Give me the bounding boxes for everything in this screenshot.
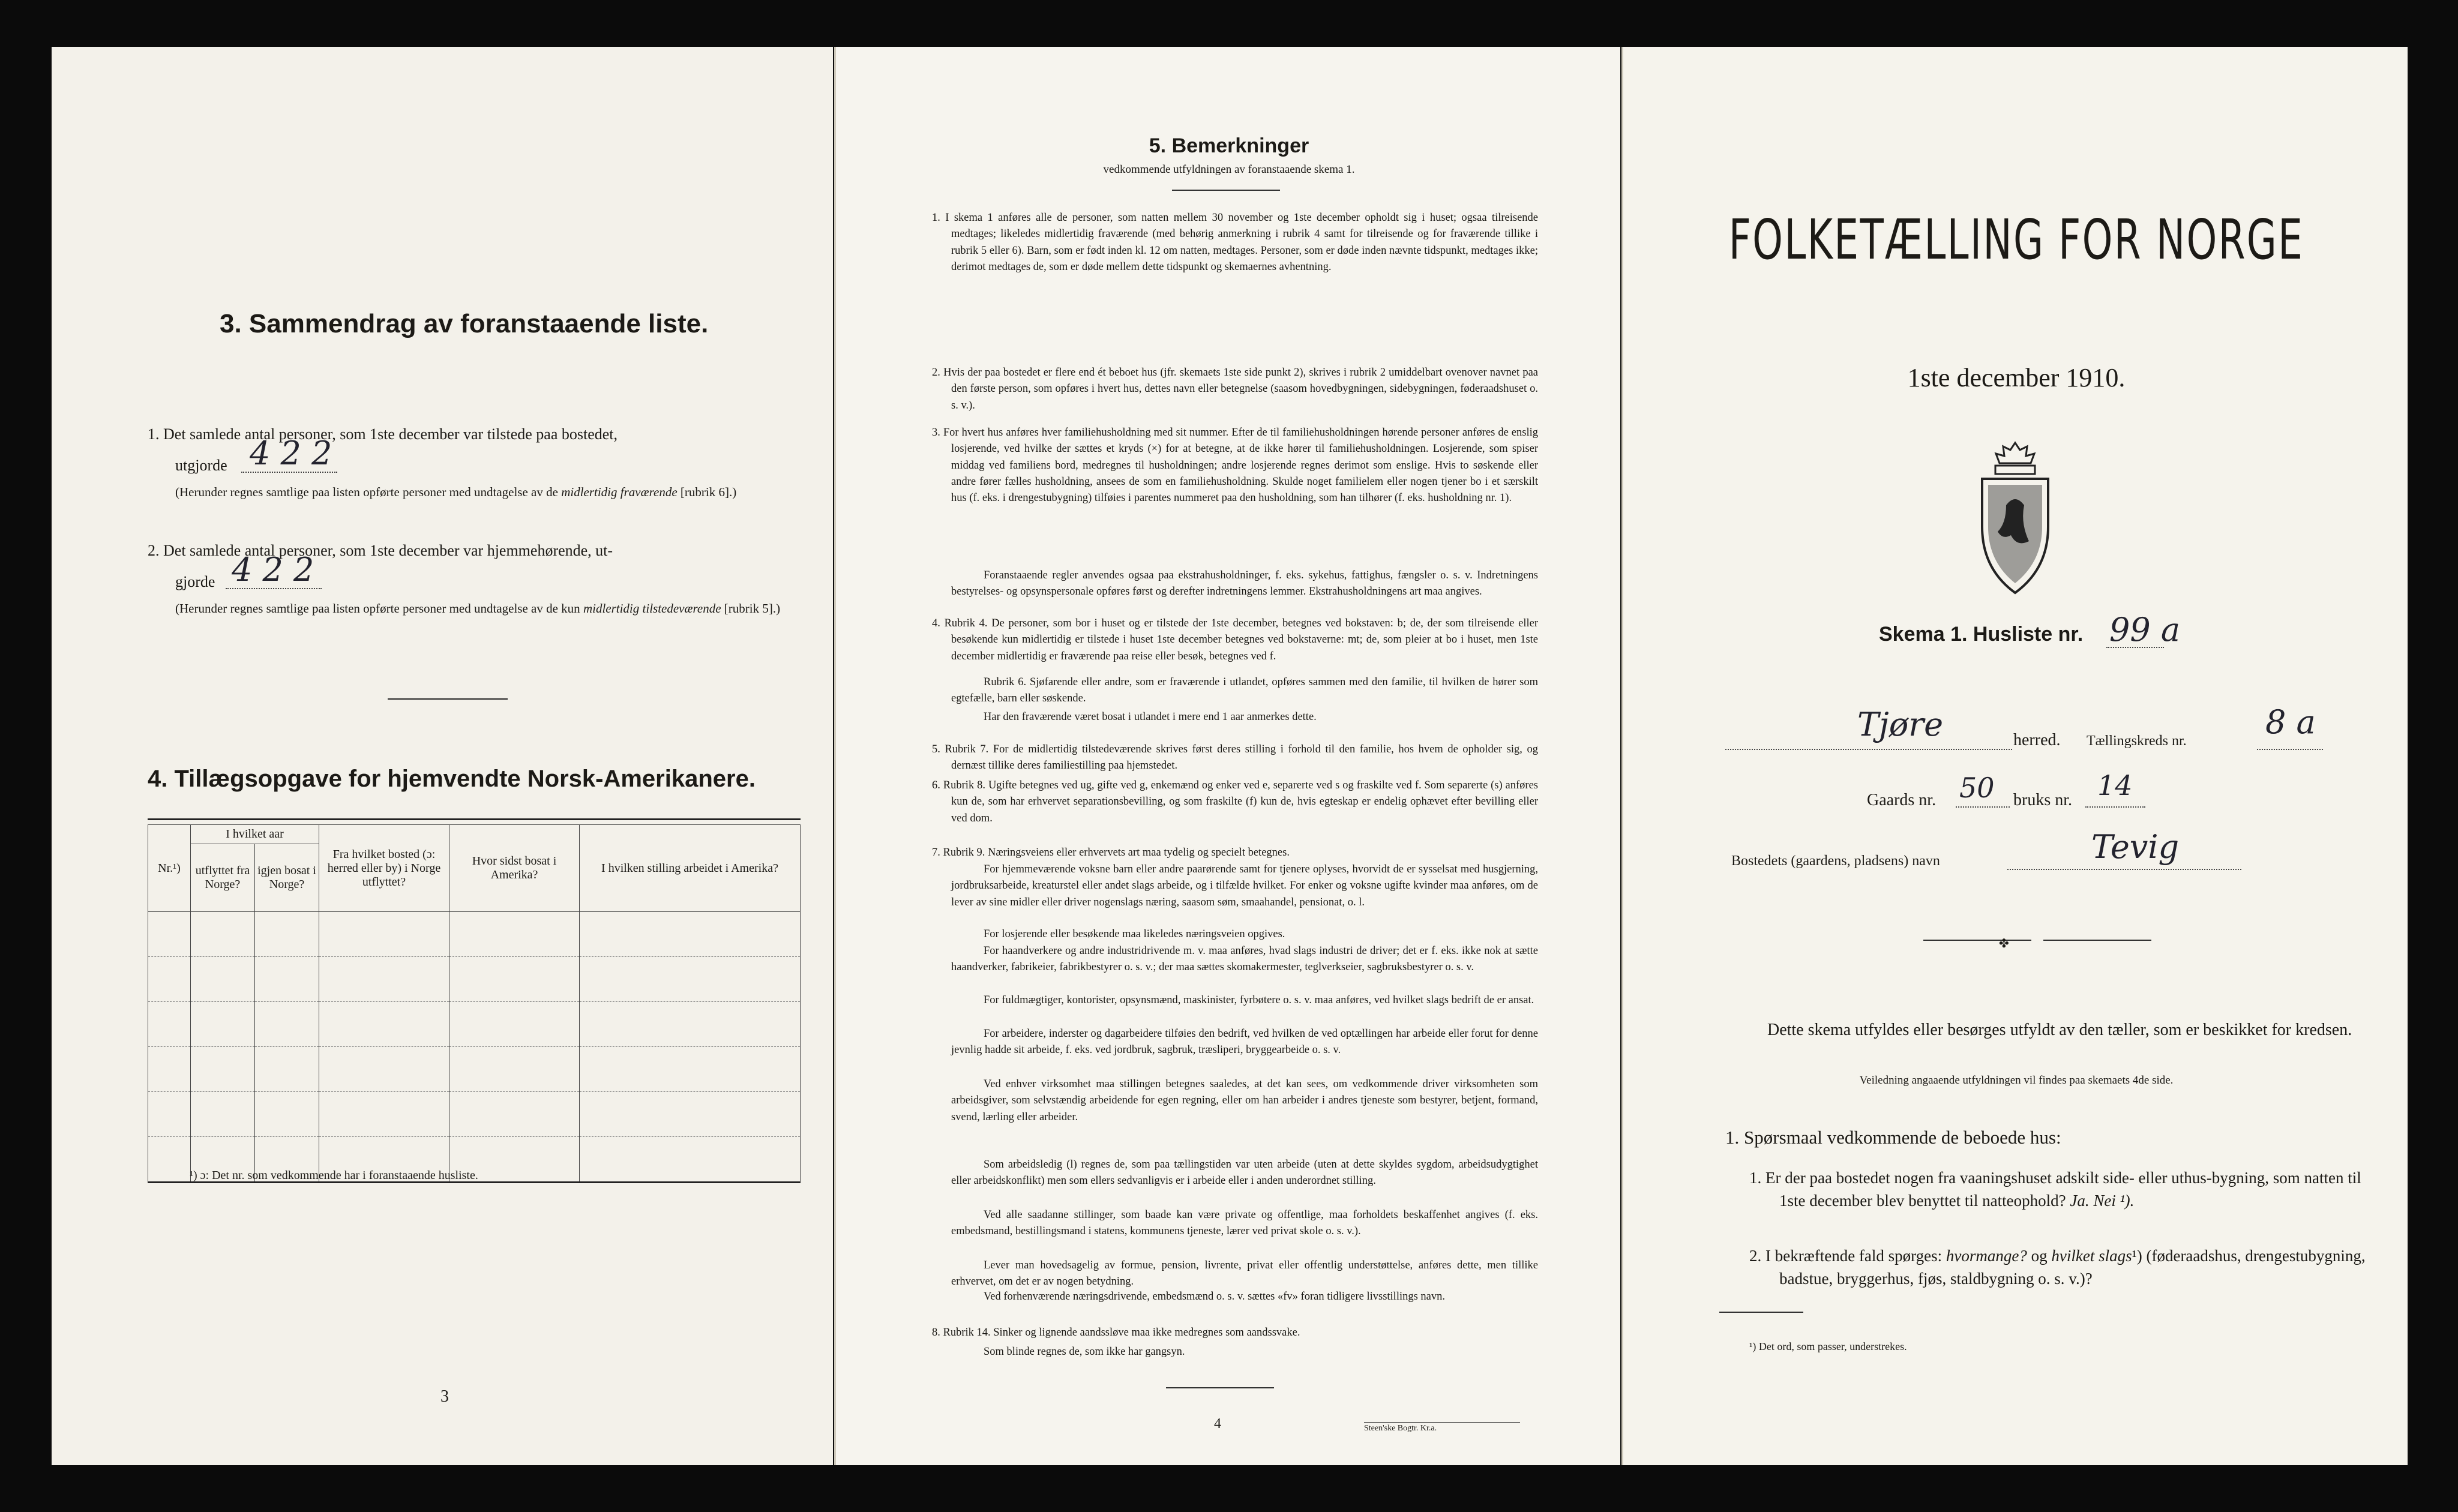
remark-paragraph: For fuldmægtiger, kontorister, opsynsmænd, maskinister, fyrbøtere o. s. v. maa anføres, ved hvilket slags bedrift de er ansat. <box>984 994 1534 1006</box>
col-igjen: igjen bosat i Norge? <box>255 844 319 912</box>
table-footnote: ¹) ɔ: Det nr. som vedkommende har i foranstaaende husliste. <box>190 1169 478 1182</box>
page-number-4: 4 <box>1214 1416 1221 1432</box>
item-2-label: gjorde <box>175 573 215 590</box>
remark-paragraph: Lever man hovedsagelig av formue, pension, livrente, privat eller offentlig understøttelse, anføres dette, men tillike erhvervet, om det er av nogen betydning. <box>951 1259 1538 1288</box>
printer-mark: Steen'ske Bogtr. Kr.a. <box>1364 1422 1520 1433</box>
bruks-value: 14 <box>2097 769 2133 802</box>
item-2-text: 2. Det samlede antal personer, som 1ste december var hjemmehørende, ut- <box>148 542 613 559</box>
herred-label: herred. <box>2013 731 2061 749</box>
remark-paragraph: 4. Rubrik 4. De personer, som bor i huset og er tilstede der 1ste december, betegnes ved bokstaven: b; de, der som tilreisende eller besøkende kun midlertidig er tilstede i huset 1ste december betegnes ved bokstaverne: mt; de, som pleier at bo i huset, men 1ste december midlertidig er fraværende paa reise eller besøk, betegnes ved f. <box>932 617 1538 662</box>
gaards-value: 50 <box>1959 772 1995 804</box>
col-hvor: Hvor sidst bosat i Amerika? <box>449 825 580 912</box>
bemerkninger-subtitle: vedkommende utfyldningen av foranstaaende skema 1. <box>1103 163 1355 176</box>
bemerkninger-title: 5. Bemerkninger <box>1149 134 1309 157</box>
page-1 <box>1621 47 2408 1465</box>
col-group-aar: I hvilket aar <box>191 825 319 844</box>
remark-paragraph: Ved forhenværende næringsdrivende, embedsmænd o. s. v. sættes «fv» foran tidligere livsstillings navn. <box>984 1291 1446 1303</box>
remark-paragraph: 2. Hvis der paa bostedet er flere end ét beboet hus (jfr. skemaets 1ste side punkt 2), skrives i rubrik 2 umiddelbart ovenover navnet paa den første person, som opføres i hvert hus, dettes navn eller betegnelse (saasom hovedbygningen, sidebygningen, føderaadshuset o. s. v.). <box>932 367 1538 412</box>
remark-paragraph: 5. Rubrik 7. For de midlertidig tilstedeværende skrives først deres stilling i forhold til den familie, hos hvem de opholder sig, og dernæst tillike deres familiestilling paa hjemstedet. <box>932 743 1538 772</box>
instructions: Dette skema utfyldes eller besørges utfyldt av den tæller, som er beskikket for kredsen. <box>1767 1021 2352 1039</box>
item-2-note: (Herunder regnes samtlige paa listen opførte personer med undtagelse av de kun midlertidig tilstedeværende [rubrik 5].) <box>175 601 781 616</box>
table-top-rule <box>148 818 801 820</box>
remark-paragraph: Rubrik 6. Sjøfarende eller andre, som er fraværende i utlandet, opføres sammen med den familie, til hvilken de hører som egtefælle, barn eller søskende. <box>951 676 1538 705</box>
item-1-note: (Herunder regnes samtlige paa listen opførte personer med undtagelse av de midlertidig fraværende [rubrik 6].) <box>175 485 737 499</box>
col-utflyttet: utflyttet fra Norge? <box>191 844 255 912</box>
remark-paragraph: Foranstaaende regler anvendes ogsaa paa ekstrahusholdninger, f. eks. sykehus, fattighus, fængsler o. s. v. Indretningens bestyrelses- og opsynspersonale opføres først og derefter indretningens lemmer. Ekstrahusholdningens art maa angives. <box>951 569 1538 598</box>
bruks-label: bruks nr. <box>2013 791 2072 809</box>
guidance: Veiledning angaaende utfyldningen vil findes paa skemaets 4de side. <box>1859 1074 2174 1087</box>
divider <box>1166 1387 1274 1388</box>
norsk-amerikanere-table <box>148 824 801 1183</box>
bosted-dotline <box>2007 869 2241 870</box>
herred-dotline <box>1725 749 2012 750</box>
bosted-value: Tevig <box>2091 828 2180 866</box>
item-2-value: 4 2 2 <box>232 551 314 589</box>
kreds-value: 8 a <box>2265 703 2316 741</box>
divider <box>1923 940 2031 941</box>
bosted-label: Bostedets (gaardens, pladsens) navn <box>1731 853 1940 869</box>
remark-paragraph: For losjerende eller besøkende maa likeledes næringsveien opgives. <box>984 928 1285 940</box>
table-row <box>148 1092 801 1137</box>
divider <box>2043 940 2151 941</box>
remark-paragraph: 7. Rubrik 9. Næringsveiens eller erhvervets art maa tydelig og specielt betegnes. <box>932 847 1290 859</box>
question-1-answer: Ja. Nei ¹). <box>2070 1192 2135 1210</box>
remark-paragraph: Ved alle saadanne stillinger, som baade kan være private og offentlige, maa forholdets beskaffenhet angives (f. eks. embedsmand, bestillingsmand i statens, kommunens tjeneste, lærer ved privat skole o. s. v.). <box>951 1209 1538 1238</box>
remark-paragraph: For hjemmeværende voksne barn eller andre paarørende samt for tjenere oplyses, hvorvidt de er sysselsat med husgjerning, jordbruksarbeide, kreaturstel eller andet slags arbeide, og i tilfælde hvilket. For enker og voksne ugifte kvinder maa anføres, om de lever av sine midler eller driver nogenslags næring, saasom søm, smaahandel, pensionat, o. l. <box>951 863 1538 908</box>
section-3-title: 3. Sammendrag av foranstaaende liste. <box>220 309 709 338</box>
bruks-dotline <box>2085 806 2145 808</box>
divider <box>1172 190 1280 191</box>
col-nr: Nr.¹) <box>148 825 191 912</box>
remark-paragraph: Har den fraværende været bosat i utlandet i mere end 1 aar anmerkes dette. <box>984 711 1317 723</box>
col-fra: Fra hvilket bosted (ɔ: herred eller by) i Norge utflyttet? <box>319 825 449 912</box>
divider <box>1719 1312 1803 1313</box>
table-row <box>148 1002 801 1047</box>
divider <box>388 698 508 700</box>
table-row <box>148 912 801 957</box>
page-4 <box>834 47 1620 1465</box>
census-date: 1ste december 1910. <box>1907 363 2126 392</box>
kreds-dotline <box>2257 749 2323 750</box>
question-2: 2. I bekræftende fald spørges: hvormange? og hvilket slags¹) (føderaadshus, drengestubygning, badstue, bryggerhus, fjøs, staldbygning o. s. v.)? <box>1749 1247 2366 1288</box>
remark-paragraph: 6. Rubrik 8. Ugifte betegnes ved ug, gifte ved g, enkemænd og enker ved e, separerte ved s og fraskilte ved f. Som separerte (s) anføres kun de, som har erhvervet separationsbevilling, og som fraskilte (f) kun de, hvis egteskap er endelig ophævet efter bevilling eller ved dom. <box>932 779 1538 824</box>
remark-paragraph: 8. Rubrik 14. Sinker og lignende aandssløve maa ikke medregnes som aandssvake. <box>932 1327 1300 1339</box>
section-4-title: 4. Tillægsopgave for hjemvendte Norsk-Amerikanere. <box>148 766 756 792</box>
col-stilling: I hvilken stilling arbeidet i Amerika? <box>580 825 801 912</box>
table-row <box>148 957 801 1002</box>
skema-label: Skema 1. Husliste nr. <box>1879 623 2084 646</box>
remark-paragraph: For arbeidere, inderster og dagarbeidere tilføies den bedrift, ved hvilken de ved optællingen har arbeide eller forut for denne jevnlig hadde sit arbeide, f. eks. ved jordbruk, sagbruk, træsliperi, bryggearbeide o. s. v. <box>951 1028 1538 1057</box>
gaards-label: Gaards nr. <box>1867 791 1937 809</box>
page-3 <box>52 47 833 1465</box>
item-1-value: 4 2 2 <box>250 434 332 472</box>
item-1-text: 1. Det samlede antal personer, som 1ste december var tilstede paa bostedet, <box>148 425 618 443</box>
remark-paragraph: For haandverkere og andre industridrivende m. v. maa anføres, hvad slags industri de driver; det er f. eks. ikke nok at sætte haandverker, fabrikeier, fabrikbestyrer o. s. v.; der maa sættes skomakermester, teglverkseier, sagbruksbestyrer o. s. v. <box>951 945 1538 974</box>
table-row <box>148 1047 801 1092</box>
herred-value: Tjøre <box>1857 706 1944 743</box>
remark-paragraph: Som arbeidsledig (l) regnes de, som paa tællingstiden var uten arbeide (uten at dette skyldes sygdom, arbeidsudygtighet eller arbeidskonflikt) men som ellers sedvanligvis er i arbeide eller i anden underordnet stilling. <box>951 1159 1538 1187</box>
remark-paragraph: 3. For hvert hus anføres hver familiehusholdning med sit nummer. Efter de til familiehusholdningen hørende personer anføres de enslig losjerende, ved hvilke der sættes et kryds (×) for at betegne, at de ikke hører til familiehusholdningen. Losjerende, som spiser middag ved familiens bord, medregnes til husholdningen; andre losjerende regnes derimot som enslige. Hvis to søskende eller andre fører fælles husholdning, ansees de som en familiehusholdning. Skulde noget familielem eller nogen tjener bo i et særskilt hus (f. eks. i drengestubygning) tilføies i parentes nummeret paa den husholdning, som han tilhører (f. eks. husholdning nr. 1). <box>932 427 1538 505</box>
coat-of-arms-icon <box>1970 439 2060 596</box>
page-number-3: 3 <box>440 1387 449 1406</box>
remark-paragraph: 1. I skema 1 anføres alle de personer, som natten mellem 30 november og 1ste december opholdt sig i huset; ogsaa tilreisende medtages; likeledes midlertidig fraværende (med behørig anmerkning i rubrik 4 samt for tilreisende og for fraværende tillike i rubrik 5 eller 6). Barn, som er født inden kl. 12 om natten, medtages. Personer, som er døde inden nævnte tidspunkt, medtages ikke; derimot medtages de, som er døde mellem dette tidspunkt og skemaernes avhentning. <box>932 212 1538 273</box>
kreds-label: Tællingskreds nr. <box>2087 733 2187 749</box>
footnote: ¹) Det ord, som passer, understrekes. <box>1749 1340 1907 1352</box>
remark-paragraph: Ved enhver virksomhet maa stillingen betegnes saaledes, at det kan sees, om vedkommende driver virksomheten som arbeidsgiver, som selvstændig arbeidende for egen regning, eller om han arbeider i andres tjeneste som bestyrer, betjent, formand, svend, lærling eller arbeider. <box>951 1078 1538 1123</box>
remark-paragraph: Som blinde regnes de, som ikke har gangsyn. <box>984 1346 1185 1358</box>
question-1: 1. Er der paa bostedet nogen fra vaaningshuset adskilt side- eller uthus-bygning, som natten til 1ste december blev benyttet til natteophold? Ja. Nei ¹). <box>1749 1169 2361 1210</box>
item-1-label: utgjorde <box>175 457 227 474</box>
questions-section-title: 1. Spørsmaal vedkommende de beboede hus: <box>1725 1127 2061 1148</box>
husliste-nr: 99 a <box>2109 611 2181 649</box>
gaards-dotline <box>1956 806 2010 808</box>
main-title: FOLKETÆLLING FOR NORGE <box>1728 208 2304 272</box>
ornament-icon: ✤ <box>1999 937 2009 950</box>
